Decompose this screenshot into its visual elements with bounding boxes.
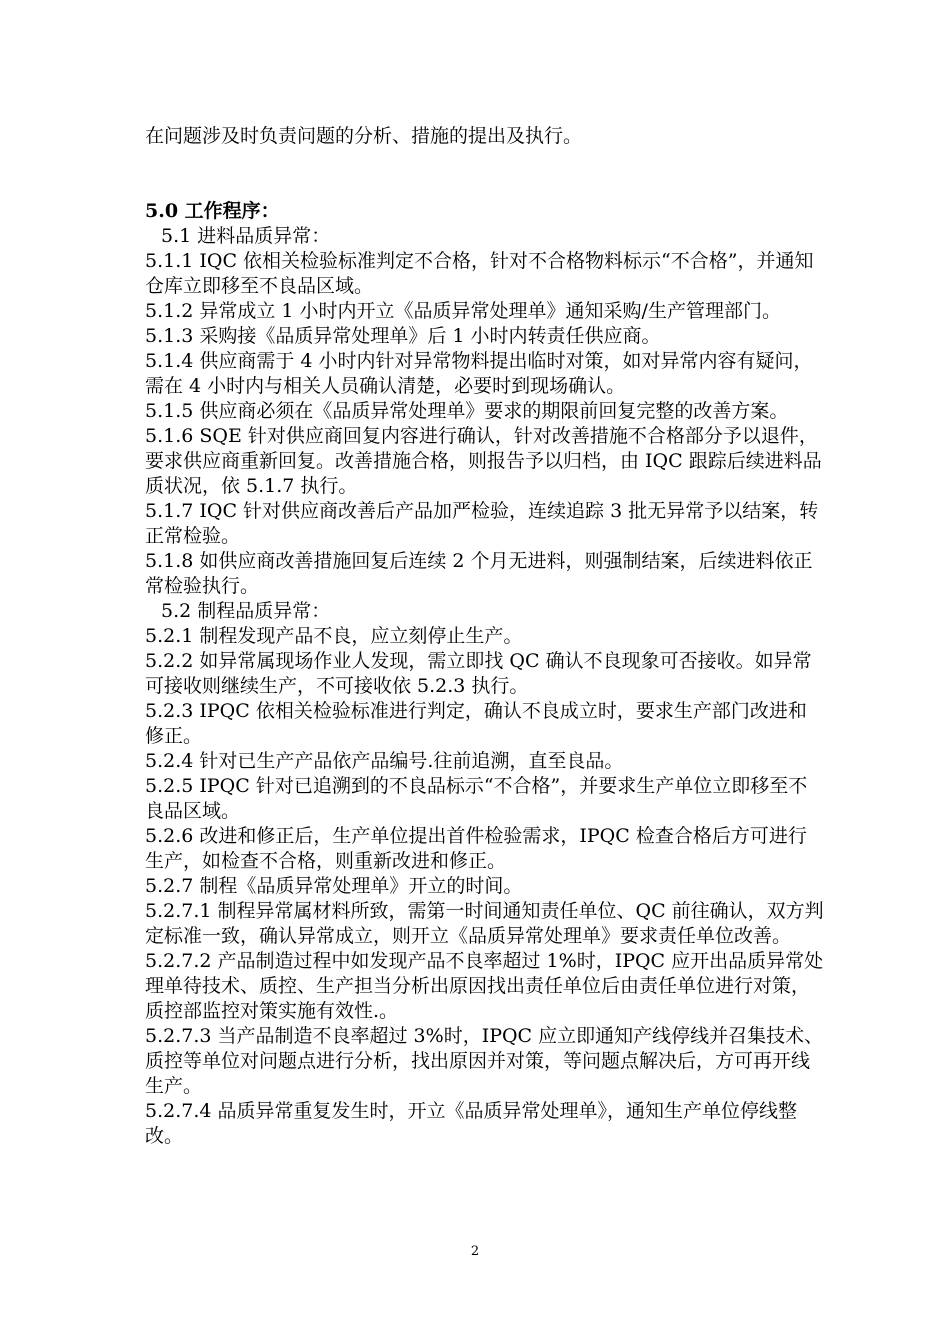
paragraph-5-2-7-1: 5.2.7.1 制程异常属材料所致，需第一时间通知责任单位、QC 前往确认，双方判定标准一致，确认异常成立，则开立《品质异常处理单》要求责任单位改善。 bbox=[145, 900, 824, 947]
paragraph-5-1-4: 5.1.4 供应商需于 4 小时内针对异常物料提出临时对策，如对异常内容有疑问，需在 4 小时内与相关人员确认清楚，必要时到现场确认。 bbox=[145, 350, 813, 397]
paragraph-5-1-2: 5.1.2 异常成立 1 小时内开立《品质异常处理单》通知采购/生产管理部门。 bbox=[145, 300, 781, 322]
paragraph-5-1-5: 5.1.5 供应商必须在《品质异常处理单》要求的期限前回复完整的改善方案。 bbox=[145, 400, 789, 422]
paragraph-5-2-2: 5.2.2 如异常属现场作业人发现，需立即找 QC 确认不良现象可否接收。如异常可接收则继续生产，不可接收依 5.2.3 执行。 bbox=[145, 650, 812, 697]
page-number: 2 bbox=[470, 1244, 480, 1259]
section-title-work-procedure: 5.0 工作程序： bbox=[145, 200, 280, 222]
document-body bbox=[145, 124, 825, 1149]
paragraph-5-2-7-3: 5.2.7.3 当产品制造不良率超过 3%时，IPQC 应立即通知产线停线并召集技术、质控等单位对问题点进行分析，找出原因并对策，等问题点解决后，方可再开线生产。 bbox=[145, 1025, 824, 1097]
paragraph-5-1-3: 5.1.3 采购接《品质异常处理单》后 1 小时内转责任供应商。 bbox=[145, 325, 661, 347]
paragraph-5-2-7: 5.2.7 制程《品质异常处理单》开立的时间。 bbox=[145, 875, 523, 897]
paragraph-5-2-1: 5.2.1 制程发现产品不良，应立刻停止生产。 bbox=[145, 625, 523, 647]
paragraph-5-2-7-2: 5.2.7.2 产品制造过程中如发现产品不良率超过 1%时，IPQC 应开出品质异常处理单待技术、质控、生产担当分析出原因找出责任单位后由责任单位进行对策，质控部监控对策实施有效性.。 bbox=[145, 950, 824, 1022]
paragraph-5-2-4: 5.2.4 针对已生产产品依产品编号.往前追溯，直至良品。 bbox=[145, 750, 624, 772]
subsection-title-process-quality: 5.2 制程品质异常： bbox=[161, 600, 331, 622]
subsection-title-incoming-quality: 5.1 进料品质异常： bbox=[161, 225, 331, 247]
paragraph-5-2-3: 5.2.3 IPQC 依相关检验标准进行判定，确认不良成立时，要求生产部门改进和修正。 bbox=[145, 700, 807, 747]
paragraph-5-1-1: 5.1.1 IQC 依相关检验标准判定不合格，针对不合格物料标示“不合格”，并通知仓库立即移至不良品区域。 bbox=[145, 250, 814, 297]
intro-paragraph: 在问题涉及时负责问题的分析、措施的提出及执行。 bbox=[145, 125, 583, 147]
paragraph-5-2-6: 5.2.6 改进和修正后，生产单位提出首件检验需求，IPQC 检查合格后方可进行生产，如检查不合格，则重新改进和修正。 bbox=[145, 825, 807, 872]
paragraph-5-1-6: 5.1.6 SQE 针对供应商回复内容进行确认，针对改善措施不合格部分予以退件，要求供应商重新回复。改善措施合格，则报告予以归档，由 IQC 跟踪后续进料品质状况，依 5.1.7 执行。 bbox=[145, 425, 822, 497]
paragraph-5-1-8: 5.1.8 如供应商改善措施回复后连续 2 个月无进料，则强制结案，后续进料依正常检验执行。 bbox=[145, 550, 813, 597]
section-gap bbox=[145, 149, 825, 199]
paragraph-5-1-7: 5.1.7 IQC 针对供应商改善后产品加严检验，连续追踪 3 批无异常予以结案，转正常检验。 bbox=[145, 500, 819, 547]
paragraph-5-2-5: 5.2.5 IPQC 针对已追溯到的不良品标示“不合格”，并要求生产单位立即移至不良品区域。 bbox=[145, 775, 808, 822]
paragraph-5-2-7-4: 5.2.7.4 品质异常重复发生时，开立《品质异常处理单》，通知生产单位停线整改。 bbox=[145, 1100, 798, 1147]
